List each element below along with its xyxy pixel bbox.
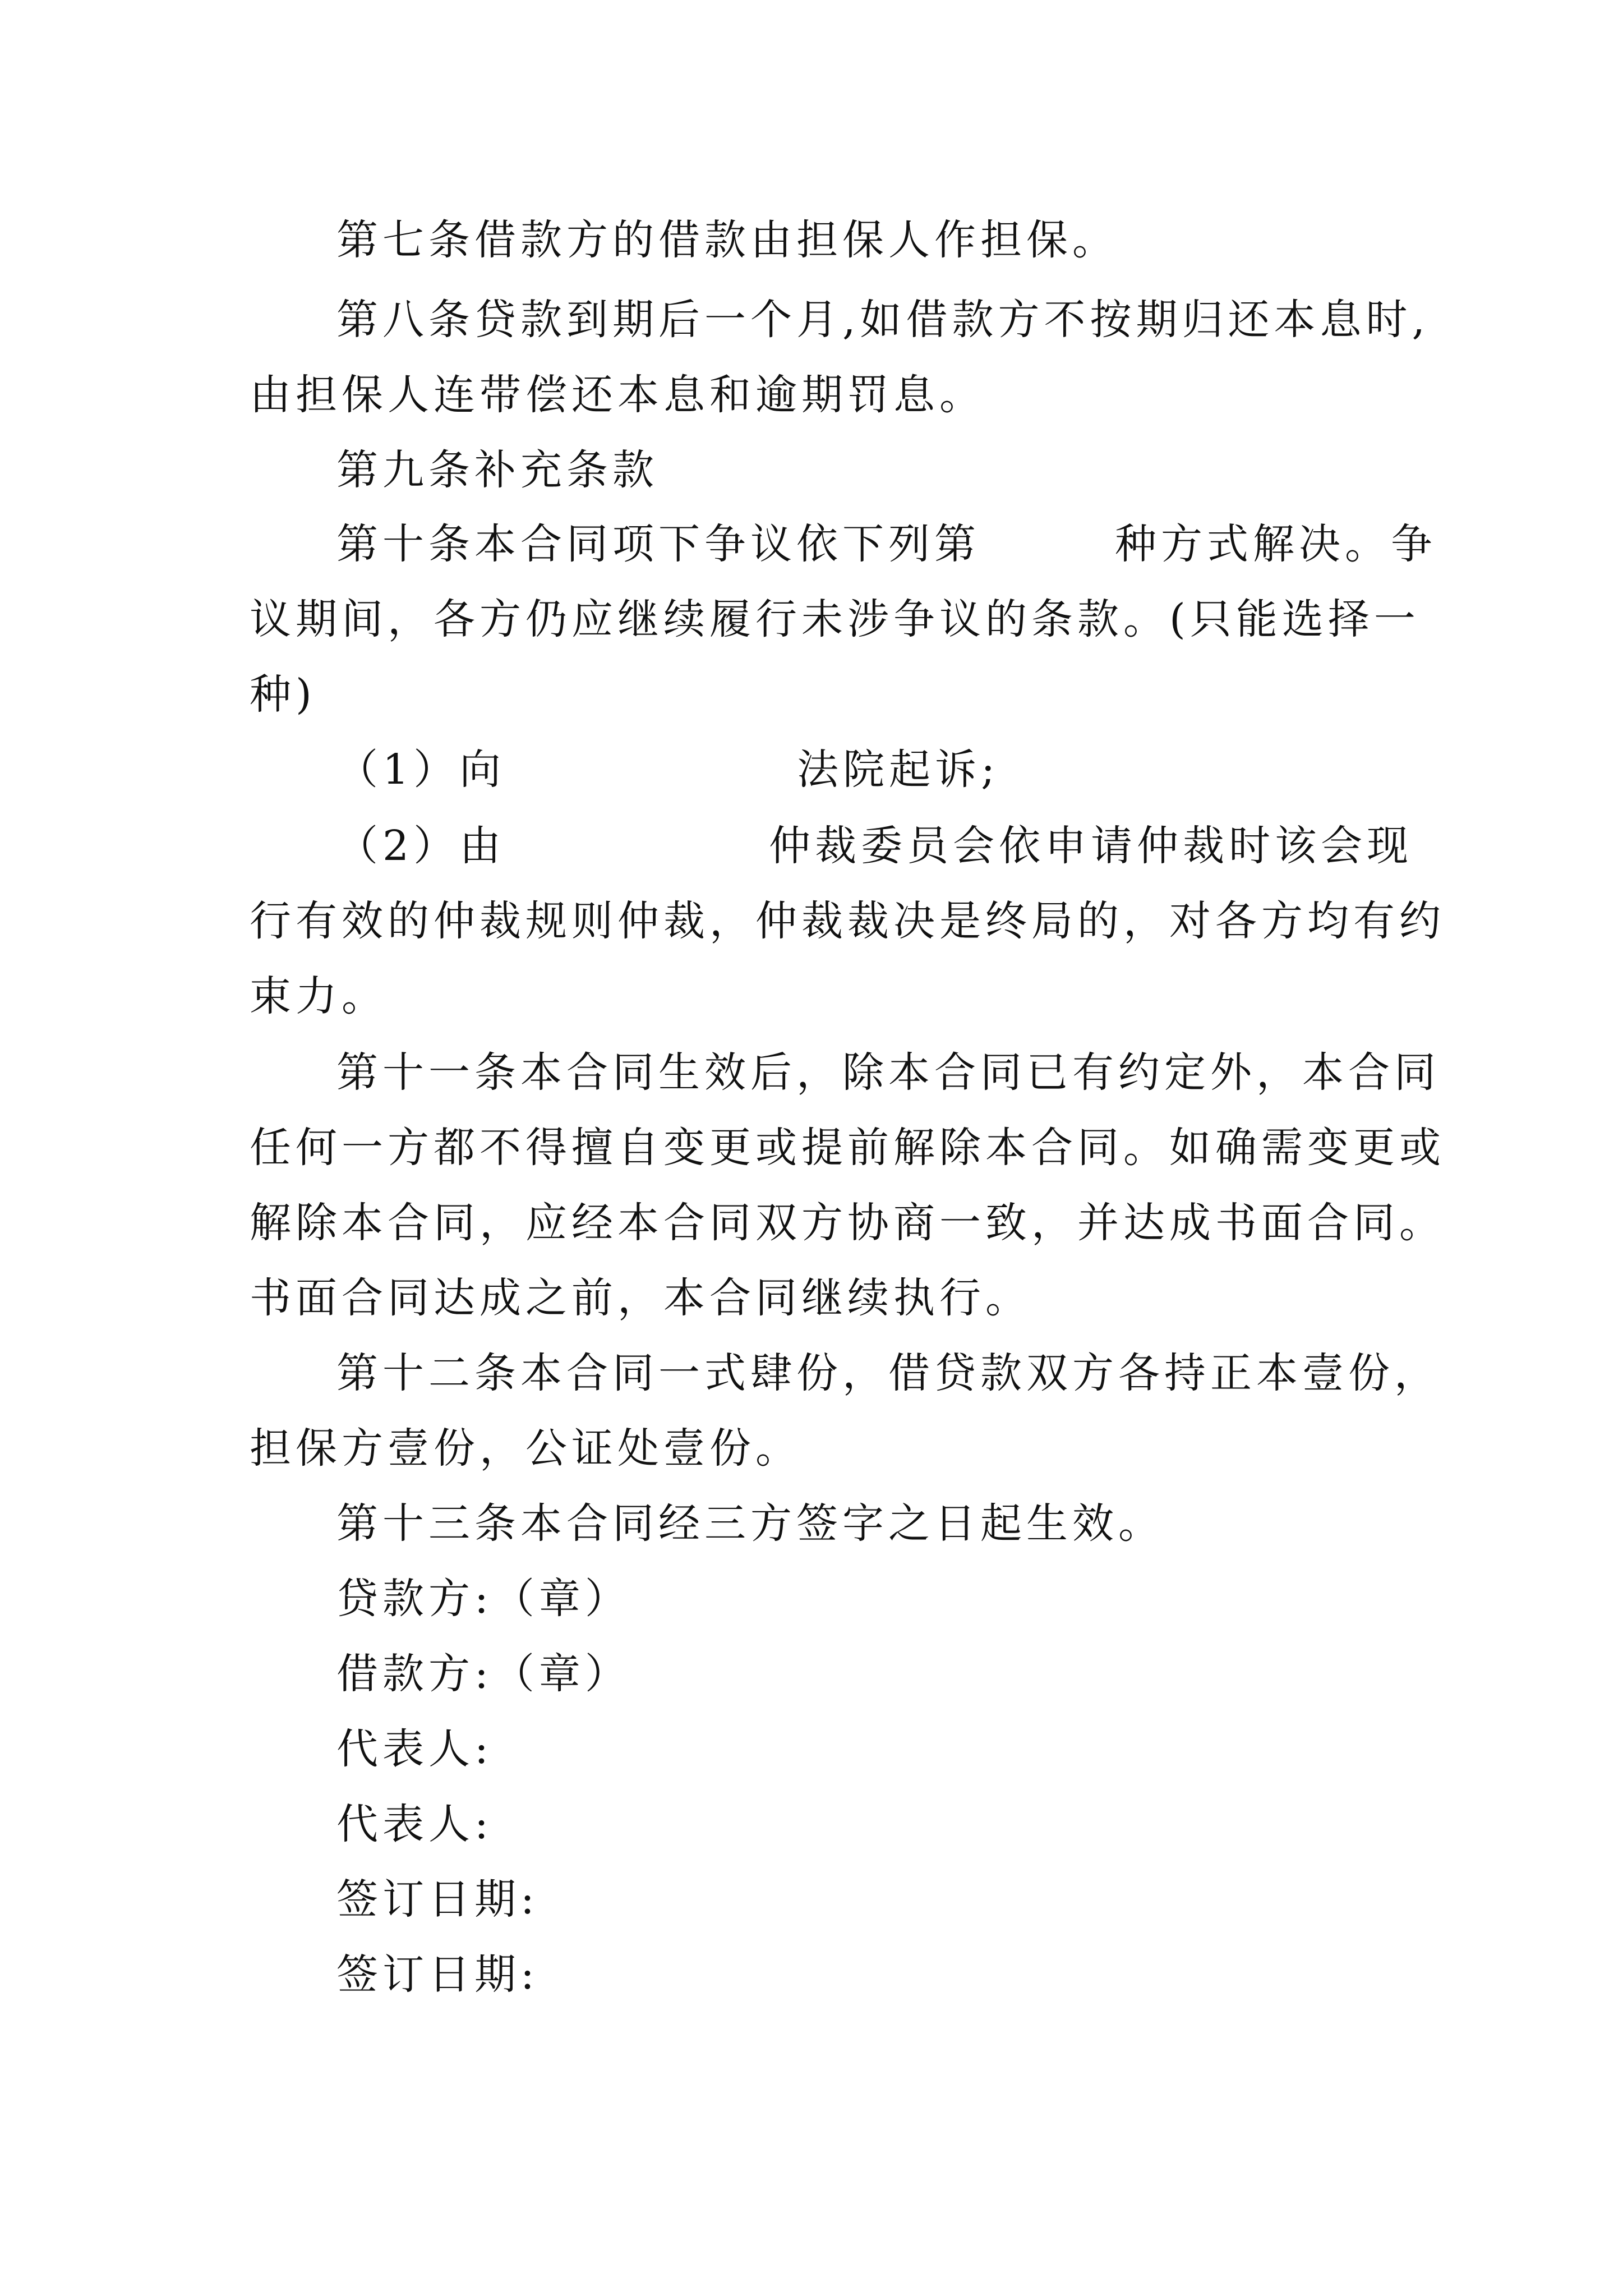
article-8-line-1: 第八条贷款到期后一个月,如借款方不按期归还本息时, [336, 296, 1430, 344]
article-8-line-2: 由担保人连带偿还本息和逾期罚息。 [250, 371, 985, 419]
representative-1: 代表人: [336, 1725, 493, 1773]
article-10-text-before-blank: 第十条本合同项下争议依下列第 [336, 520, 980, 568]
article-10-text-after-blank: 种方式解决。争 [1115, 520, 1437, 568]
option-1-prefix: （1）向 [336, 746, 506, 794]
representative-2: 代表人: [336, 1800, 493, 1848]
article-12-line-1: 第十二条本合同一式肆份，借贷款双方各持正本壹份， [336, 1349, 1440, 1397]
article-11-line-3: 解除本合同，应经本合同双方协商一致，并达成书面合同。 [250, 1199, 1445, 1247]
article-9: 第九条补充条款 [336, 446, 658, 494]
article-10-line-2: 议期间，各方仍应继续履行未涉争议的条款。(只能选择一 [250, 595, 1420, 643]
article-10-line-1 [336, 516, 1437, 572]
article-11-line-1: 第十一条本合同生效后，除本合同已有约定外，本合同 [336, 1048, 1440, 1097]
option-1 [336, 742, 999, 798]
option-2-prefix: （2）由 [336, 822, 506, 870]
option-2-suffix: 仲裁委员会依申请仲裁时该会现 [769, 822, 1413, 870]
signing-date-1: 签订日期: [336, 1875, 539, 1924]
article-7: 第七条借款方的借款由担保人作担保。 [336, 216, 1118, 264]
option-1-suffix: 法院起诉; [797, 746, 1000, 794]
option-2-line-3: 束力。 [250, 972, 388, 1020]
signing-date-2: 签订日期: [336, 1950, 539, 1999]
lender-signature: 贷款方:（章） [336, 1575, 631, 1623]
article-13: 第十三条本合同经三方签字之日起生效。 [336, 1499, 1164, 1548]
option-2-line-1 [336, 818, 1413, 874]
borrower-signature: 借款方:（章） [336, 1650, 631, 1698]
article-12-line-2: 担保方壹份，公证处壹份。 [250, 1424, 801, 1473]
option-2-line-2: 行有效的仲裁规则仲裁，仲裁裁决是终局的，对各方均有约 [250, 897, 1445, 945]
article-10-line-3: 种) [250, 670, 316, 719]
article-11-line-2: 任何一方都不得擅自变更或提前解除本合同。如确需变更或 [250, 1124, 1445, 1172]
article-11-line-4: 书面合同达成之前，本合同继续执行。 [250, 1274, 1031, 1322]
